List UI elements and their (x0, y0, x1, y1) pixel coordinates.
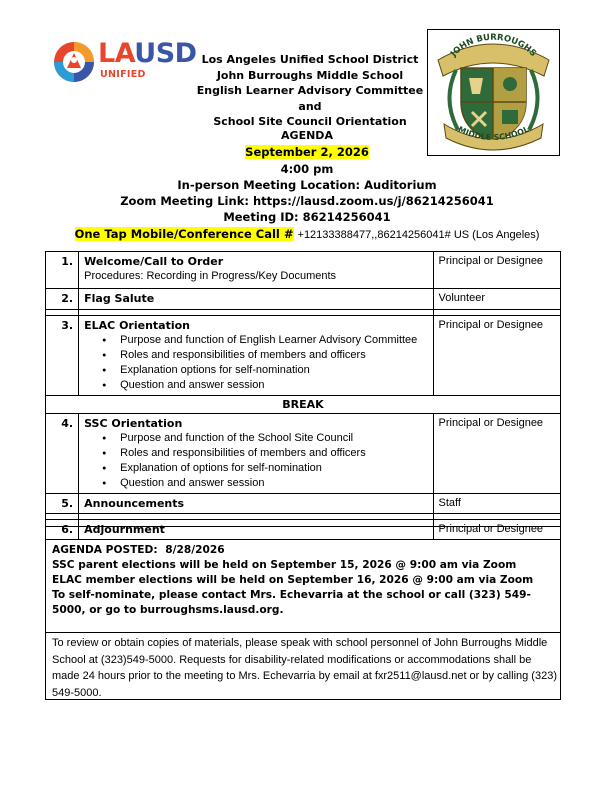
item-number: 6. (46, 520, 79, 540)
item-number: 2. (46, 289, 79, 310)
break-row (46, 396, 561, 414)
item-bullets (84, 431, 427, 491)
organization-heading (190, 52, 430, 130)
item-title: Flag Salute (79, 289, 433, 310)
school-name: John Burroughs Middle School (216, 68, 404, 82)
agenda-heading: AGENDA (281, 129, 333, 142)
item-presenter: Principal or Designee (433, 520, 561, 540)
posting-notice (52, 543, 552, 618)
item-title: Welcome/Call to Order (84, 255, 224, 268)
divider (46, 632, 560, 633)
one-tap-line (60, 226, 554, 243)
agenda-posted-date: 8/28/2026 (165, 544, 225, 556)
lausd-wordmark: LAUSD (98, 38, 197, 69)
list-item: ● Roles and responsibilities of members and officers (120, 446, 427, 461)
item-number: 5. (46, 494, 79, 514)
item-presenter: Volunteer (433, 289, 561, 310)
meeting-name: School Site Council Orientation (213, 115, 407, 128)
item-number: 4. (46, 414, 79, 494)
table-row (46, 414, 561, 494)
break-label: BREAK (46, 396, 561, 414)
list-item: ● Question and answer session (120, 378, 427, 393)
meeting-time: 4:00 pm (280, 161, 334, 176)
list-item: ● Explanation of options for self-nomination (120, 461, 427, 476)
elac-election-notice: ELAC member elections will be held on September 16, 2026 @ 9:00 am via Zoom (52, 574, 534, 586)
ssc-election-notice: SSC parent elections will be held on September 15, 2026 @ 9:00 am via Zoom (52, 559, 517, 571)
lausd-emblem-icon (52, 40, 96, 84)
item-description: Procedures: Recording in Progress/Key Documents (84, 270, 337, 282)
svg-text:MIDDLE SCHOOL: MIDDLE SCHOOL (456, 124, 531, 143)
self-nominate-notice: To self-nominate, please contact Mrs. Echevarria at the school or call (323) 549-5000, or go to burroughsms.lausd.org. (52, 589, 531, 616)
one-tap-label: One Tap Mobile/Conference Call # (74, 226, 294, 241)
meeting-location: In-person Meeting Location: Auditorium (177, 177, 437, 192)
item-title: Adjournment (79, 520, 433, 540)
list-item: ● Explanation options for self-nomination (120, 363, 427, 378)
one-tap-numbers: +12133388477,,86214256041# US (Los Angeles) (297, 228, 540, 241)
item-presenter: Principal or Designee (433, 316, 561, 396)
item-number: 3. (46, 316, 79, 396)
posting-notice-box (45, 526, 561, 700)
svg-text:JOHN BURROUGHS: JOHN BURROUGHS (448, 32, 538, 59)
lausd-logo (52, 38, 197, 88)
item-title: Announcements (79, 494, 433, 514)
item-presenter: Principal or Designee (433, 414, 561, 494)
accessibility-note: To review or obtain copies of materials, please speak with school personnel of John Burroughs Middle School at (323)549-5000. Requests for disability-related modifications or accommodations shall be made 24 hours prior to the meeting to Mrs. Echevarria by email at fxr2511@lausd.net or by calling (323) 549-5000. (52, 637, 557, 699)
item-number: 1. (46, 252, 79, 289)
table-row (46, 494, 561, 514)
item-title: ELAC Orientation (84, 319, 190, 332)
meeting-id: Meeting ID: 86214256041 (223, 210, 391, 225)
committee-name: English Learner Advisory Committee and (196, 84, 424, 113)
item-presenter: Staff (433, 494, 561, 514)
table-row (46, 252, 561, 289)
meeting-info (60, 128, 554, 243)
lausd-unified-label: UNIFIED (100, 69, 146, 80)
list-item: ● Roles and responsibilities of members and officers (120, 348, 427, 363)
table-row (46, 316, 561, 396)
item-presenter: Principal or Designee (433, 252, 561, 289)
district-name: Los Angeles Unified School District (201, 53, 419, 66)
agenda-posted-label: AGENDA POSTED: (52, 544, 158, 556)
agenda-table (45, 251, 561, 540)
zoom-link[interactable]: Zoom Meeting Link: https://lausd.zoom.us/j/86214256041 (120, 194, 494, 209)
list-item: ● Purpose and function of the School Site Council (120, 431, 427, 446)
list-item: ● Purpose and function of English Learner Advisory Committee (120, 333, 427, 348)
item-bullets (84, 333, 427, 393)
table-row (46, 289, 561, 310)
item-title: SSC Orientation (84, 417, 183, 430)
list-item: ● Question and answer session (120, 476, 427, 491)
agenda-posted-line (52, 543, 552, 558)
meeting-date: September 2, 2026 (245, 145, 369, 160)
